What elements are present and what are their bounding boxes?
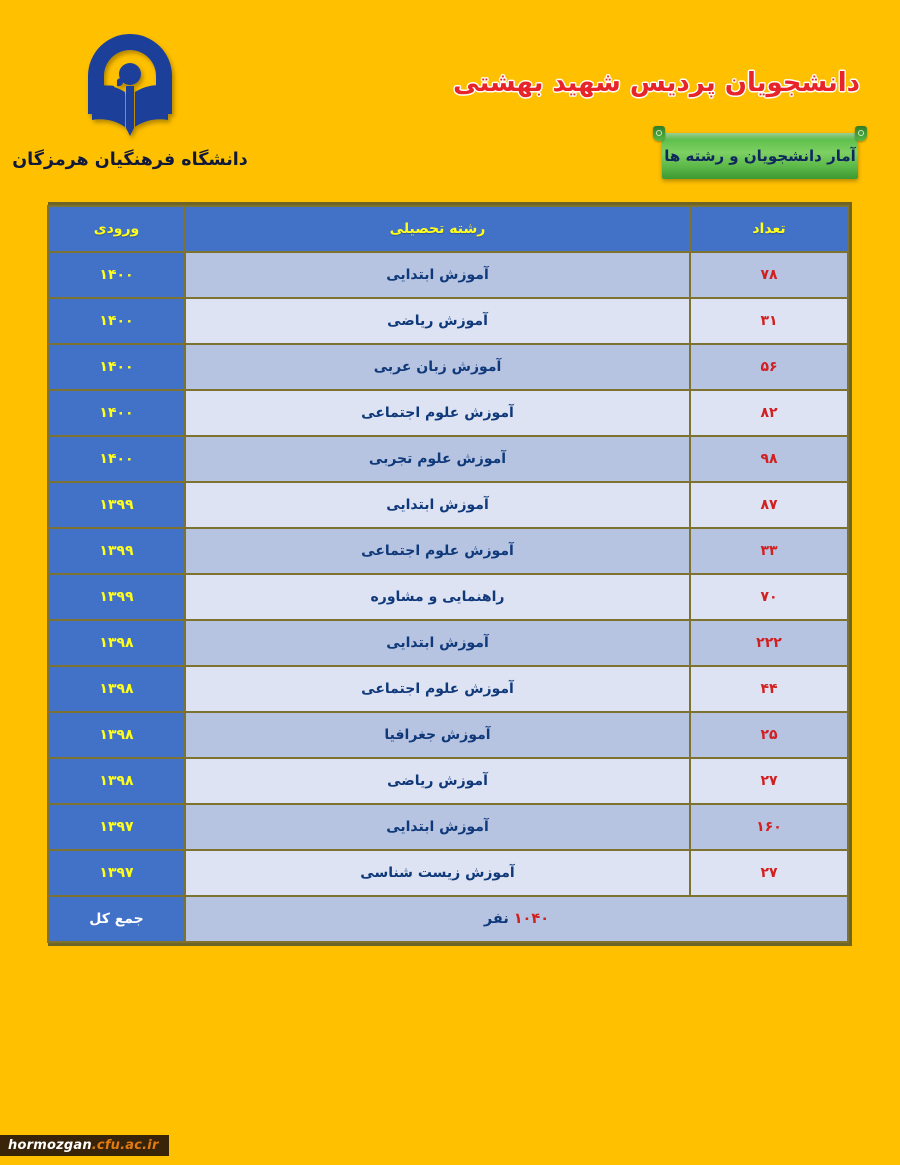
table-row — [48, 758, 848, 804]
cell-count: ۸۷ — [690, 482, 848, 528]
cell-field: آموزش زبان عربی — [185, 344, 690, 390]
table-row — [48, 804, 848, 850]
cell-count: ۲۷ — [690, 758, 848, 804]
footer-website-url[interactable] — [0, 1135, 169, 1156]
university-book-arch-logo-icon — [70, 28, 190, 148]
total-value-cell — [185, 896, 848, 942]
cell-year: ۱۳۹۹ — [48, 528, 185, 574]
cell-count: ۷۰ — [690, 574, 848, 620]
cell-field: آموزش جغرافیا — [185, 712, 690, 758]
cell-year: ۱۳۹۸ — [48, 620, 185, 666]
cell-count: ۱۶۰ — [690, 804, 848, 850]
table-row — [48, 390, 848, 436]
cell-year: ۱۴۰۰ — [48, 252, 185, 298]
column-header-count: تعداد — [690, 206, 848, 252]
total-number: ۱۰۴۰ — [513, 911, 550, 927]
table-total-row — [48, 896, 848, 942]
cell-year: ۱۳۹۸ — [48, 758, 185, 804]
cell-count: ۹۸ — [690, 436, 848, 482]
cell-count: ۵۶ — [690, 344, 848, 390]
table-row — [48, 482, 848, 528]
footer-domain-suffix: .cfu.ac.ir — [91, 1138, 159, 1153]
cell-field: آموزش علوم اجتماعی — [185, 390, 690, 436]
cell-year: ۱۳۹۷ — [48, 850, 185, 896]
table-row — [48, 850, 848, 896]
column-header-year: ورودی — [48, 206, 185, 252]
table-row — [48, 574, 848, 620]
cell-count: ۲۷ — [690, 850, 848, 896]
brand-block — [0, 28, 260, 170]
total-label-cell: جمع کل — [48, 896, 185, 942]
table-row — [48, 528, 848, 574]
table-row — [48, 712, 848, 758]
table-row — [48, 298, 848, 344]
cell-field: آموزش ریاضی — [185, 298, 690, 344]
table-row — [48, 436, 848, 482]
cell-field: آموزش ابتدایی — [185, 482, 690, 528]
section-banner — [662, 133, 858, 179]
cell-year: ۱۴۰۰ — [48, 390, 185, 436]
cell-field: راهنمایی و مشاوره — [185, 574, 690, 620]
cell-count: ۳۱ — [690, 298, 848, 344]
cell-count: ۸۲ — [690, 390, 848, 436]
cell-field: آموزش علوم اجتماعی — [185, 528, 690, 574]
column-header-field: رشته تحصیلی — [185, 206, 690, 252]
statistics-table-container — [48, 202, 852, 946]
cell-field: آموزش ابتدایی — [185, 620, 690, 666]
cell-field: آموزش ابتدایی — [185, 804, 690, 850]
cell-year: ۱۳۹۸ — [48, 666, 185, 712]
cell-count: ۲۲۲ — [690, 620, 848, 666]
cell-count: ۲۵ — [690, 712, 848, 758]
cell-field: آموزش زیست شناسی — [185, 850, 690, 896]
table-row — [48, 344, 848, 390]
cell-count: ۳۳ — [690, 528, 848, 574]
cell-year: ۱۳۹۸ — [48, 712, 185, 758]
cell-year: ۱۴۰۰ — [48, 436, 185, 482]
cell-year: ۱۳۹۹ — [48, 574, 185, 620]
cell-field: آموزش ریاضی — [185, 758, 690, 804]
table-header-row — [48, 206, 848, 252]
cell-year: ۱۴۰۰ — [48, 344, 185, 390]
cell-field: آموزش علوم اجتماعی — [185, 666, 690, 712]
page-header — [0, 0, 900, 195]
table-row — [48, 666, 848, 712]
section-banner-label: آمار دانشجویان و رشته ها — [664, 147, 856, 165]
cell-year: ۱۴۰۰ — [48, 298, 185, 344]
footer-site-name: hormozgan — [8, 1138, 92, 1153]
page-title: دانشجویان پردیس شهید بهشتی — [453, 68, 860, 98]
table-row — [48, 252, 848, 298]
statistics-table — [47, 205, 849, 943]
cell-field: آموزش علوم تجربی — [185, 436, 690, 482]
cell-count: ۷۸ — [690, 252, 848, 298]
university-name: دانشگاه فرهنگیان هرمزگان — [12, 150, 248, 170]
cell-field: آموزش ابتدایی — [185, 252, 690, 298]
cell-year: ۱۳۹۷ — [48, 804, 185, 850]
total-unit: نفر — [483, 911, 509, 927]
cell-year: ۱۳۹۹ — [48, 482, 185, 528]
table-row — [48, 620, 848, 666]
cell-count: ۴۴ — [690, 666, 848, 712]
